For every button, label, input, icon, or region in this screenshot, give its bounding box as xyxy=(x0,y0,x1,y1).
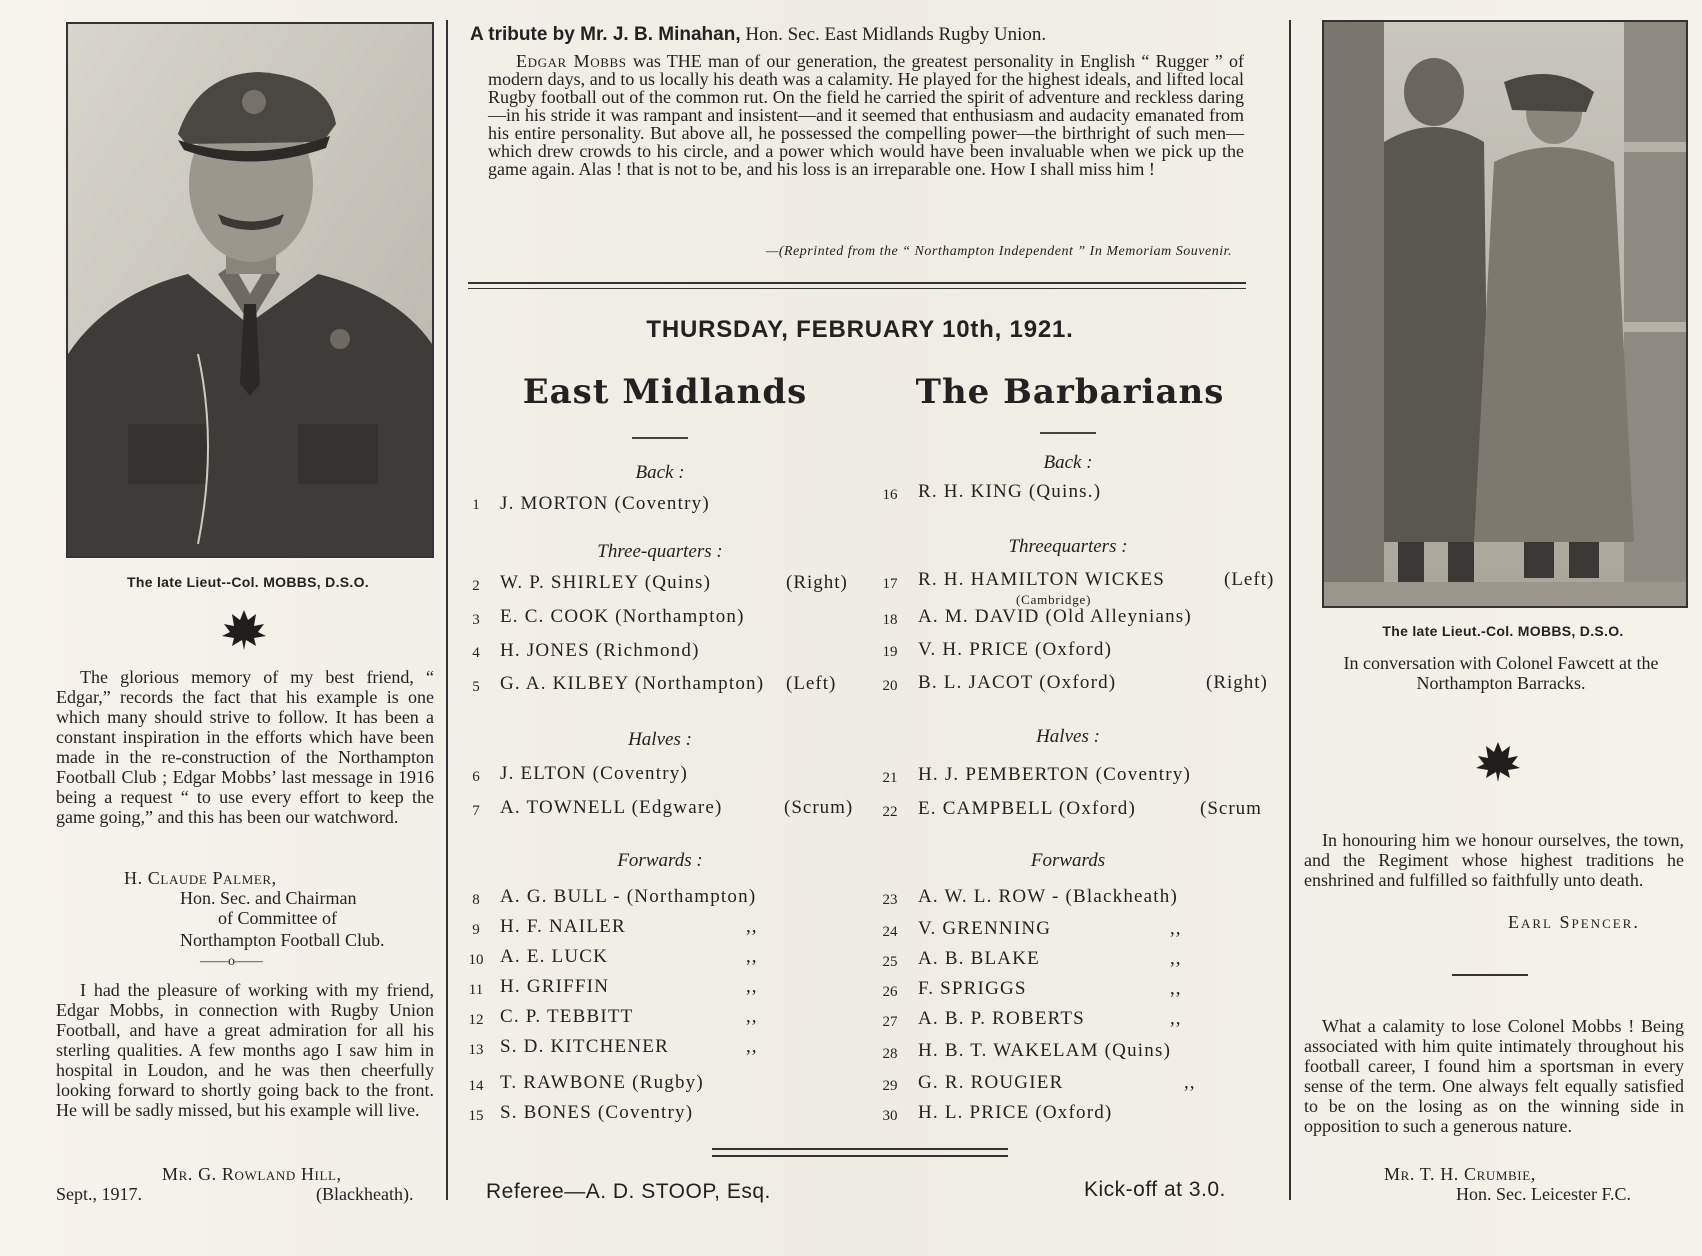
tribute-body xyxy=(488,52,1244,178)
maple-leaf-ornament-icon xyxy=(1474,738,1522,786)
footer-rule-top xyxy=(712,1148,1008,1150)
home-threequarters-label: Three-quarters : xyxy=(597,541,723,562)
home-team-rule xyxy=(632,437,688,439)
hill-signature-club: (Blackheath). xyxy=(316,1184,414,1204)
portrait-caption: The late Lieut--Col. MOBBS, D.S.O. xyxy=(127,574,369,590)
column-divider-left xyxy=(446,20,448,1200)
home-team-title: East Midlands xyxy=(522,372,808,412)
crumbie-signature-title: Hon. Sec. Leicester F.C. xyxy=(1456,1184,1632,1204)
away-cambridge-note: (Cambridge) xyxy=(1016,592,1092,607)
section-divider: ——o—— xyxy=(200,954,263,969)
palmer-signature-line4: Northampton Football Club. xyxy=(180,930,385,950)
palmer-tribute-text: The glorious memory of my best friend, “ Edgar,” records the fact that his example is one which many should strive to follow. It has been a constant inspiration in the efforts which have been made in the re-construction of the Northampton Football Club ; Edgar Mobbs’ last message in 1916 being a request “ to use every effort to keep the game going,” and this has been our watchword. xyxy=(56,667,434,827)
tribute-source: —(Reprinted from the “ Northampton Independent ” In Memoriam Souvenir. xyxy=(765,244,1232,259)
palmer-signature-line2: Hon. Sec. and Chairman xyxy=(180,888,357,908)
away-team-rule xyxy=(1040,432,1096,434)
referee-line: Referee—A. D. STOOP, Esq. xyxy=(486,1180,771,1203)
home-forwards-label: Forwards : xyxy=(617,850,703,871)
crumbie-signature-name: Mr. T. H. Crumbie, xyxy=(1384,1164,1536,1184)
home-halves-label: Halves : xyxy=(628,729,692,750)
away-halves-label: Halves : xyxy=(1036,726,1100,747)
spencer-signature: Earl Spencer. xyxy=(1508,912,1640,932)
palmer-signature-name: H. Claude Palmer, xyxy=(124,868,277,888)
away-forwards-label: Forwards xyxy=(1030,850,1106,871)
away-team-title: The Barbarians xyxy=(915,372,1225,412)
programme-page: The late Lieut--Col. MOBBS, D.S.O. The glorious memory of my best friend, “ Edgar,” records the fact that his example is one which many should strive to follow. It has been a constant inspiration in the efforts which have been made in the re-construction of the Northampton Football Club ; Edgar Mobbs’ last message in 1916 being a request “ to use every effort to keep the game going,” and this has been our watchword. H. Claude Palmer, Hon. Sec. and Chairman of Committee of Northampton Football Club. ——o—— I had the pleasure of working with my friend, Edgar Mobbs, in connection with Rugby Union Football, and have a great admiration for all his sterling qualities. A few months ago I saw him in hospital in Loudon, and he was then cheerfully looking forward to shortly going back to the front. He will be sadly missed, but his example will live. Mr. G. Rowland Hill, Sept., 1917. (Blackheath). A tribute by Mr. J. B. Minahan, Hon. Sec. East Midlands Rugby Union. Edgar Mobbs was THE man of our generation, the greatest personality in English “ Rugger ” of modern days, and to us locally his death was a calamity. He played for the highest ideals, and lifted local Rugby football out of the common rut. On the field he carried the spirit of adventure and reckless daring—in his stride it was rampant and insistent—and it seemed that enthusiasm and audacity emanated from his entire personality. But above all, he possessed the compelling power—the birthright of such men—which drew crowds to his circle, and a power which would have been invaluable when we pick up the game again. Alas ! that is not to be, and his loss is an irreparable one. How I shall miss him ! —(Reprinted from the “ Northampton Independent ” In Memoriam Souvenir. THURSDAY, FEBRUARY 10th, 1921. East Midlands The Barbarians Back : Three-quarters : Halves : Forwards : Back : Threequarters : Halves : Forwards (Cambridge) 1 J. MORTON (Coventry) 2 W. P. SHIRLEY (Quins) (Right) 3 E. C. COOK (Northampton) 4 H. JONES (Richmond) 5 G. A. KILBEY (Northampton) (Left) 6 J. ELTON (Coventry) 7 A. TOWNELL (Edgware) (Scrum) 8 A. G. BULL - (Northampton) 9 H. F. NAILER ,, 10 A. E. LUCK ,, 11 H. GRIFFIN ,, 12 C. P. TEBBITT ,, 13 S. D. KITCHENER ,, 14 T. RAWBONE (Rugby) 15 S. BONES (Coventry) 16 R. H. KING (Quins.) 17 R. H. HAMILTON WICKES (Left) 18 A. M. DAVID (Old Alleynians) 19 V. H. PRICE (Oxford) 20 B. L. JACOT (Oxford) (Right) 21 H. J. PEMBERTON (Coventry) 22 E. CAMPBELL (Oxford) (Scrum 23 A. W. L. ROW - (Blackheath) 24 V. GRENNING ,, 25 A. B. BLAKE ,, 26 F. SPRIGGS ,, 27 A. B. P. ROBERTS ,, 28 H. B. T. WAKELAM (Quins) 29 G. R. ROUGIER ,, 30 H. L. PRICE (Oxford) Referee—A. D. STOOP, Esq. Kick-off at 3.0. The late Lieut.-Col. MOBBS, D.S.O. In conversation with Colonel Fawcett at the Northampton Barracks. In honouring him we honour ourselves, the town, and the Regiment whose highest traditions he enshrined and fulfilled so faithfully unto death. Earl Spencer. What a calamity to lose Colonel Mobbs ! Being associated with him quite intimately throughout his football career, I found him a sportsman in every sense of the term. One always felt equally satisfied to be on the losing as on the winning side in opposition to such a generous nature. Mr. T. H. Crumbie, Hon. Sec. Leicester F.C. xyxy=(0,0,1702,1256)
tribute-lead: Edgar Mobbs xyxy=(516,51,627,71)
away-threequarters-label: Threequarters : xyxy=(1008,536,1128,557)
away-back-label: Back : xyxy=(1043,452,1093,473)
match-date: THURSDAY, FEBRUARY 10th, 1921. xyxy=(646,316,1074,343)
kickoff-line: Kick-off at 3.0. xyxy=(1084,1178,1226,1201)
conversation-photo xyxy=(1322,20,1688,608)
home-back-label: Back : xyxy=(635,462,685,483)
tribute-title-rest: Hon. Sec. East Midlands Rugby Union. xyxy=(745,24,1047,45)
right-section-rule xyxy=(1452,974,1528,976)
tribute-rule-top xyxy=(468,282,1246,284)
crumbie-tribute-text: What a calamity to lose Colonel Mobbs ! Being associated with him quite intimately throughout his football career, I found him a sportsman in every sense of the term. One always felt equally satisfied to be on the losing as on the winning side in opposition to such a generous nature. xyxy=(1304,1016,1684,1136)
hill-tribute-text: I had the pleasure of working with my friend, Edgar Mobbs, in connection with Rugby Union Football, and have a great admiration for all his sterling qualities. A few months ago I saw him in hospital in Loudon, and he was then cheerfully looking forward to shortly going back to the front. He will be sadly missed, but his example will live. xyxy=(56,980,434,1120)
conversation-subcaption: In conversation with Colonel Fawcett at the Northampton Barracks. xyxy=(1343,653,1659,693)
column-divider-right xyxy=(1289,20,1291,1200)
tribute-title-bold: A tribute by Mr. J. B. Minahan, xyxy=(470,24,741,45)
maple-leaf-ornament-icon xyxy=(220,606,268,654)
hill-signature-name: Mr. G. Rowland Hill, xyxy=(162,1164,342,1184)
spencer-tribute-text: In honouring him we honour ourselves, the town, and the Regiment whose highest traditions he enshrined and fulfilled so faithfully unto death. xyxy=(1304,830,1684,890)
palmer-signature-line3: of Committee of xyxy=(218,908,337,928)
tribute-text: was THE man of our generation, the greatest personality in English “ Rugger ” of modern days, and to us locally his death was a calamity. He played for the highest ideals, and lifted local Rugby football out of the common rut. On the field he carried the spirit of adventure and reckless daring—in his stride it was rampant and insistent—and it seemed that enthusiasm and audacity emanated from his entire personality. But above all, he possessed the compelling power—the birthright of such men—which drew crowds to his circle, and a power which would have been invaluable when we pick up the game again. Alas ! that is not to be, and his loss is an irreparable one. How I shall miss him ! xyxy=(488,51,1244,179)
tribute-rule-bottom xyxy=(468,288,1246,289)
portrait-photo-mobbs xyxy=(66,22,434,558)
hill-signature-date: Sept., 1917. xyxy=(56,1184,143,1204)
tribute-title xyxy=(470,24,1230,46)
footer-rule-bottom xyxy=(712,1155,1008,1157)
conversation-caption: The late Lieut.-Col. MOBBS, D.S.O. xyxy=(1382,623,1624,639)
